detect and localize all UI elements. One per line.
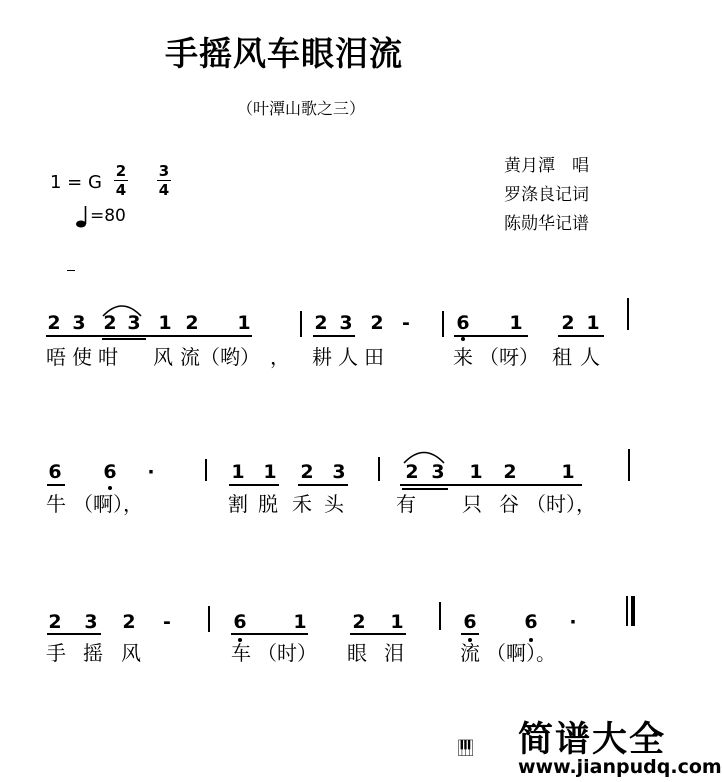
lyric: 唔 xyxy=(46,345,66,369)
lyric: 使 xyxy=(72,345,92,369)
logo-text: 简谱大全 xyxy=(518,720,667,760)
note: 1 xyxy=(586,312,600,334)
bar-line xyxy=(300,311,302,337)
lyric: 流（哟） xyxy=(180,345,260,369)
bar-line xyxy=(627,298,629,330)
time-signature-3-4 xyxy=(157,163,171,198)
note: 6 xyxy=(48,461,62,483)
lyric: 头 xyxy=(324,492,344,516)
eighth-underline xyxy=(313,335,355,337)
lyric: 眼 xyxy=(347,641,367,665)
lyric: 人 xyxy=(580,345,600,369)
lyric: 脱 xyxy=(258,492,278,516)
song-title: 手摇风车眼泪流 xyxy=(165,34,403,73)
note: 3 xyxy=(84,611,98,633)
dot-extension: · xyxy=(147,461,155,483)
lyric: 人 xyxy=(338,345,358,369)
note: 2 xyxy=(503,461,517,483)
note: 6 xyxy=(463,611,477,633)
note: 2 xyxy=(300,461,314,483)
note: 1 xyxy=(237,312,251,334)
lyric: 田 xyxy=(364,345,384,369)
final-bar-thick xyxy=(631,596,635,626)
lyric: 流 xyxy=(460,641,480,665)
lyric: 耕 xyxy=(312,345,332,369)
note: 2 xyxy=(314,312,328,334)
sixteenth-underline xyxy=(102,338,146,340)
note: 1 xyxy=(469,461,483,483)
note: 1 xyxy=(509,312,523,334)
lyric: 来 xyxy=(453,345,473,369)
time-sig-numerator: 2 xyxy=(115,162,127,180)
small-dash-mark xyxy=(67,270,75,271)
note: 3 xyxy=(431,461,445,483)
eighth-underline xyxy=(558,335,604,337)
note: 3 xyxy=(339,312,353,334)
final-bar-thin xyxy=(626,596,628,626)
lyric: ， xyxy=(270,345,290,369)
time-signature-2-4 xyxy=(114,163,128,198)
note: 3 xyxy=(127,312,141,334)
lyric: 风 xyxy=(153,345,173,369)
lyric: 有 xyxy=(396,492,416,516)
bar-line xyxy=(205,459,207,481)
eighth-underline xyxy=(229,484,279,486)
lyric: 咁 xyxy=(98,345,118,369)
eighth-underline xyxy=(46,335,252,337)
note: 2 xyxy=(103,312,117,334)
lyric: （啊）， xyxy=(73,492,143,516)
note: 2 xyxy=(405,461,419,483)
lyric: （呀） xyxy=(479,345,539,369)
bar-line xyxy=(439,602,441,630)
lyric: 租 xyxy=(552,345,572,369)
eighth-underline xyxy=(47,633,101,635)
eighth-underline xyxy=(454,335,528,337)
note: 1 xyxy=(390,611,404,633)
time-sig-denominator: 4 xyxy=(115,181,127,199)
note: 3 xyxy=(72,312,86,334)
bar-line xyxy=(378,457,380,481)
eighth-underline xyxy=(231,633,308,635)
bar-line xyxy=(442,311,444,337)
dash: - xyxy=(402,312,410,334)
lyric: 摇 xyxy=(83,641,103,665)
lyric: 割 xyxy=(228,492,248,516)
logo-url: www.jianpudq.com xyxy=(518,756,722,778)
lyric: 风 xyxy=(121,641,141,665)
eighth-underline xyxy=(400,484,582,486)
lyric: （啊）。 xyxy=(486,641,556,665)
note: 6 xyxy=(456,312,470,334)
note: 6 xyxy=(233,611,247,633)
dash: - xyxy=(163,611,171,633)
note: 6 xyxy=(524,611,538,633)
note: 2 xyxy=(122,611,136,633)
note: 1 xyxy=(231,461,245,483)
note: 2 xyxy=(352,611,366,633)
lyric: 车 xyxy=(231,641,251,665)
bar-line xyxy=(628,449,630,481)
note: 2 xyxy=(185,312,199,334)
eighth-underline xyxy=(47,484,65,486)
eighth-underline xyxy=(298,484,348,486)
lyric: （时）， xyxy=(526,492,596,516)
note: 1 xyxy=(263,461,277,483)
song-subtitle: （叶潭山歌之三） xyxy=(237,99,366,118)
key-signature: 1 = G xyxy=(50,172,102,193)
piano-keys-logo-icon xyxy=(458,712,516,782)
sixteenth-underline xyxy=(402,488,448,490)
lyric: 泪 xyxy=(384,641,404,665)
dot-extension: · xyxy=(569,611,577,633)
credit-lyricist: 罗涤良记词 xyxy=(504,185,589,205)
credits xyxy=(504,152,589,239)
credit-singer: 黄月潭 唱 xyxy=(504,156,589,176)
note: 2 xyxy=(561,312,575,334)
note: 1 xyxy=(561,461,575,483)
time-sig-denominator: 4 xyxy=(158,181,170,199)
tempo-marking: =80 xyxy=(90,206,126,226)
credit-transcriber: 陈勋华记谱 xyxy=(504,214,589,234)
note: 3 xyxy=(332,461,346,483)
lyric: 只 xyxy=(462,492,482,516)
note: 6 xyxy=(103,461,117,483)
lyric: （时） xyxy=(257,641,317,665)
note: 2 xyxy=(370,312,384,334)
time-sig-numerator: 3 xyxy=(158,162,170,180)
bar-line xyxy=(208,606,210,632)
lower-octave-dot xyxy=(461,337,465,341)
eighth-underline xyxy=(461,633,479,635)
note: 2 xyxy=(48,611,62,633)
lyric: 禾 xyxy=(292,492,312,516)
lyric: 手 xyxy=(46,641,66,665)
eighth-underline xyxy=(350,633,406,635)
lyric: 谷 xyxy=(499,492,519,516)
lower-octave-dot xyxy=(108,486,112,490)
note: 1 xyxy=(293,611,307,633)
note: 2 xyxy=(47,312,61,334)
lyric: 牛 xyxy=(46,492,66,516)
note: 1 xyxy=(158,312,172,334)
